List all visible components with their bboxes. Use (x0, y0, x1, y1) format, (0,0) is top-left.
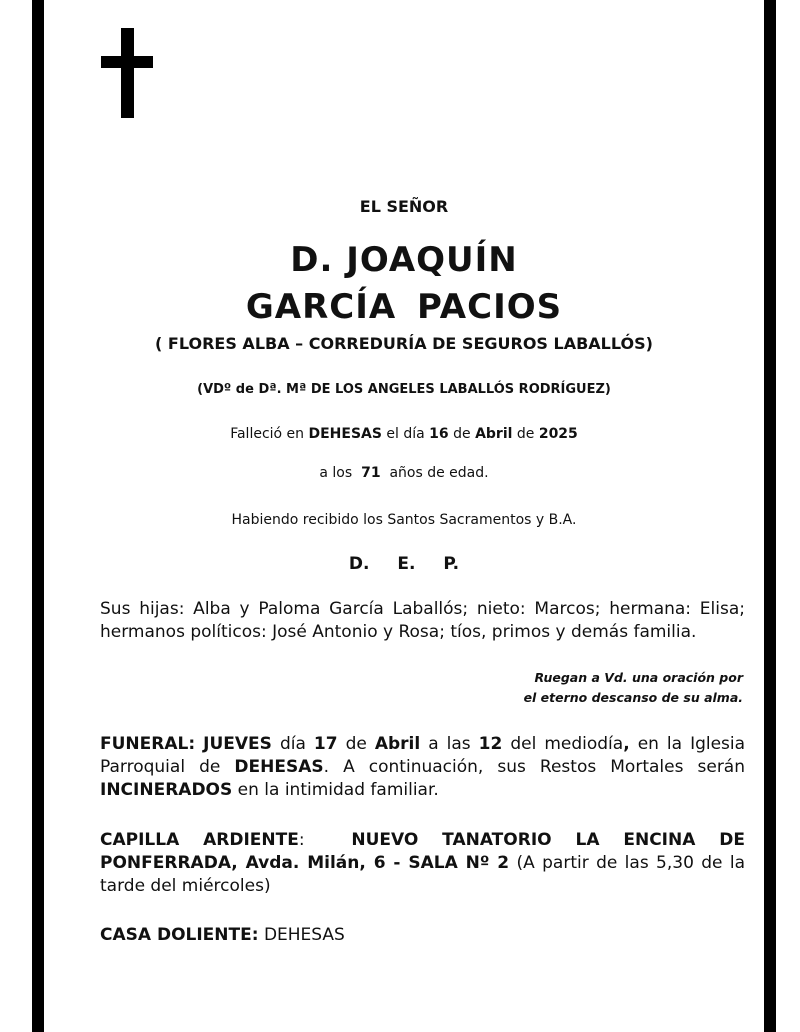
casa-value: DEHESAS (263, 925, 345, 945)
casa-label: CASA DOLIENTE: (100, 925, 259, 945)
funeral-church-place: DEHESAS (234, 757, 324, 777)
death-el-dia: el día (386, 426, 425, 442)
funeral-weekday: JUEVES (203, 734, 272, 754)
deceased-name-line2: GARCÍA PACIOS (245, 287, 563, 327)
capilla-note: (A partir de las 5,30 de la tarde del miércoles) (100, 853, 746, 896)
age-line (44, 465, 764, 481)
title-prefix: EL SEÑOR (359, 197, 449, 216)
family-text: Sus hijas: Alba y Paloma García Laballós; nieto: Marcos; hermana: Elisa; hermanos políticos: José Antonio y Rosa; tíos, primos y demás familia. (100, 599, 745, 642)
sacraments-line: Habiendo recibido los Santos Sacramentos y B.A. (231, 512, 577, 528)
funeral-rest4: en la intimidad familiar. (237, 780, 439, 800)
capilla-colon: : (298, 830, 305, 850)
funeral-month: Abril (374, 734, 421, 754)
funeral-rest3: . A continuación, sus Restos Mortales serán (323, 757, 746, 777)
funeral-de: de (345, 734, 367, 754)
funeral-incinerados: INCINERADOS (100, 780, 233, 800)
funeral-day: 17 (313, 734, 338, 754)
funeral-rest1: del mediodía (510, 734, 624, 754)
widower-of: (VDº de Dª. Mª DE LOS ANGELES LABALLÓS RODRÍGUEZ) (197, 382, 611, 397)
cross-icon (101, 28, 153, 118)
capilla-place: NUEVO TANATORIO LA ENCINA DE PONFERRADA, Avda. Milán, 6 - SALA Nº 2 (100, 830, 745, 873)
business-name: ( FLORES ALBA – CORREDURÍA DE SEGUROS LABALLÓS) (155, 334, 653, 353)
funeral-hour: 12 (478, 734, 503, 754)
death-year: 2025 (538, 426, 578, 442)
death-month: Abril (475, 426, 513, 442)
age-suffix: años de edad. (389, 465, 489, 481)
funeral-info (100, 733, 745, 802)
death-place: DEHESAS (308, 426, 382, 442)
deceased-name-line1: D. JOAQUÍN (290, 240, 518, 280)
death-prefix: Falleció en (230, 426, 305, 442)
funeral-rest2: en la Iglesia Parroquial de (100, 734, 746, 777)
funeral-dia: día (279, 734, 306, 754)
death-notice (44, 426, 764, 442)
dep-line: D. E. P. (348, 554, 460, 574)
prayer-request (400, 668, 743, 708)
casa-info (100, 924, 745, 947)
left-border (32, 0, 44, 1032)
funeral-a-las: a las (428, 734, 471, 754)
capilla-label: CAPILLA ARDIENTE (100, 830, 299, 850)
prayer-line2: el eterno descanso de su alma. (523, 690, 743, 705)
capilla-info (100, 829, 745, 898)
death-de2: de (516, 426, 535, 442)
death-day: 16 (429, 426, 449, 442)
funeral-comma: , (623, 734, 630, 754)
age-prefix: a los (319, 465, 353, 481)
age-value: 71 (361, 465, 381, 481)
prayer-line1: Ruegan a Vd. una oración por (534, 670, 743, 685)
death-de1: de (453, 426, 471, 442)
right-border (764, 0, 776, 1032)
funeral-label: FUNERAL: (100, 734, 196, 754)
